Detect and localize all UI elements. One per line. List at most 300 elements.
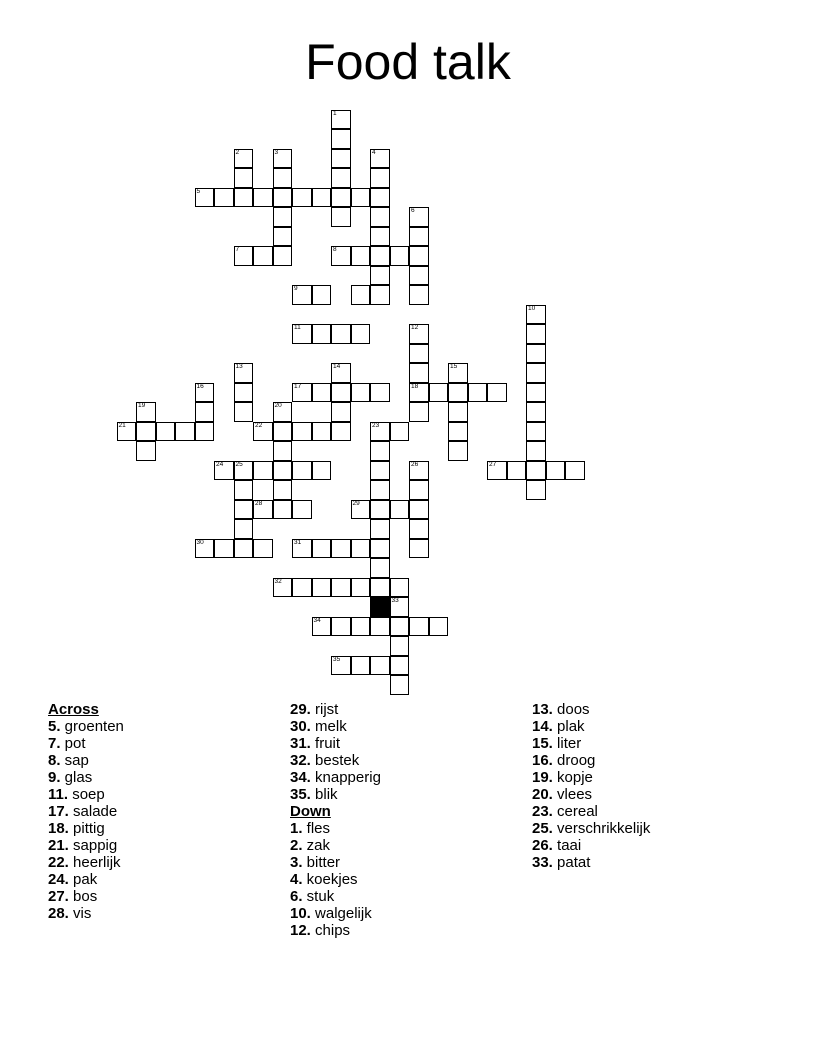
grid-cell[interactable] [136, 441, 156, 461]
clue-number: 2. [290, 837, 303, 854]
clue-column-2 [290, 701, 530, 939]
clue-word: glas [60, 769, 93, 786]
grid-cell[interactable] [273, 422, 293, 442]
grid-cell[interactable] [117, 422, 137, 442]
clue-number: 26. [532, 837, 553, 854]
clue-word: koekjes [302, 871, 358, 888]
clue-item [48, 786, 288, 803]
clue-number: 35. [290, 786, 311, 803]
grid-cell[interactable] [448, 422, 468, 442]
clue-item [290, 820, 530, 837]
cell-number: 16 [196, 382, 204, 390]
grid-cell[interactable] [312, 383, 332, 403]
clue-item [290, 854, 530, 871]
grid-cell[interactable] [234, 149, 254, 169]
grid-cell[interactable] [273, 188, 293, 208]
grid-cell[interactable] [136, 422, 156, 442]
cell-number: 7 [235, 246, 240, 253]
grid-cell[interactable] [409, 500, 429, 520]
grid-cell[interactable] [214, 188, 234, 208]
cell-number: 29 [352, 499, 360, 507]
clue-word: bitter [302, 854, 341, 871]
grid-cell[interactable] [234, 402, 254, 422]
grid-cell[interactable] [253, 422, 273, 442]
clue-number: 25. [532, 820, 553, 837]
grid-cell[interactable] [312, 188, 332, 208]
grid-cell[interactable] [409, 480, 429, 500]
grid-cell[interactable] [292, 383, 312, 403]
cell-number: 33 [391, 597, 399, 604]
clue-item [48, 718, 288, 735]
clue-word: droog [552, 752, 596, 769]
cell-number: 1 [333, 109, 337, 117]
grid-cell[interactable] [370, 383, 390, 403]
clue-word: doos [552, 701, 590, 718]
clue-word: blik [310, 786, 338, 803]
clue-number: 23. [532, 803, 553, 820]
grid-cell[interactable] [390, 636, 410, 656]
clue-word: walgelijk [310, 905, 372, 922]
grid-cell[interactable] [273, 246, 293, 266]
cell-number: 24 [216, 460, 224, 468]
grid-cell[interactable] [273, 149, 293, 169]
grid-cell[interactable] [390, 617, 410, 637]
grid-cell[interactable] [526, 441, 546, 461]
grid-cell[interactable] [370, 578, 390, 598]
grid-cell[interactable] [331, 246, 351, 266]
grid-cell[interactable] [195, 402, 215, 422]
cell-number: 26 [411, 460, 419, 468]
clue-word: patat [552, 854, 591, 871]
clue-word: liter [552, 735, 582, 752]
clue-item [48, 837, 288, 854]
cell-number: 18 [411, 382, 419, 390]
clue-number: 7. [48, 735, 61, 752]
grid-cell[interactable] [331, 617, 351, 637]
grid-cell[interactable] [351, 383, 371, 403]
cell-number: 13 [235, 363, 243, 370]
grid-cell[interactable] [409, 539, 429, 559]
cell-number: 5 [196, 187, 201, 195]
grid-cell[interactable] [526, 461, 546, 481]
grid-cell[interactable] [565, 461, 585, 481]
across-heading: Across [48, 701, 99, 718]
grid-cell[interactable] [526, 402, 546, 422]
grid-cell[interactable] [370, 227, 390, 247]
grid-cell[interactable] [526, 383, 546, 403]
clue-word: verschrikkelijk [552, 820, 651, 837]
clue-number: 22. [48, 854, 69, 871]
grid-cell[interactable] [331, 422, 351, 442]
grid-cell[interactable] [253, 461, 273, 481]
grid-cell[interactable] [331, 188, 351, 208]
clue-item [48, 854, 288, 871]
grid-cell[interactable] [195, 422, 215, 442]
grid-cell[interactable] [409, 617, 429, 637]
grid-cell[interactable] [429, 383, 449, 403]
clue-number: 1. [290, 820, 303, 837]
grid-cell[interactable] [234, 363, 254, 383]
grid-cell[interactable] [175, 422, 195, 442]
clue-number: 29. [290, 701, 311, 718]
clue-number: 10. [290, 905, 311, 922]
clue-item [48, 905, 288, 922]
cell-number: 14 [333, 363, 341, 370]
grid-cell[interactable] [390, 422, 410, 442]
grid-cell[interactable] [409, 363, 429, 383]
grid-cell[interactable] [312, 422, 332, 442]
cell-number: 27 [489, 460, 497, 468]
grid-cell[interactable] [331, 324, 351, 344]
puzzle-title: Food talk [305, 34, 511, 90]
grid-cell[interactable] [234, 168, 254, 188]
clue-number: 12. [290, 922, 311, 939]
grid-cell[interactable] [351, 500, 371, 520]
cell-number: 2 [235, 148, 240, 156]
grid-cell[interactable] [312, 285, 332, 305]
grid-cell[interactable] [351, 324, 371, 344]
clue-word: sappig [68, 837, 118, 854]
clue-item [48, 803, 288, 820]
cell-number: 20 [274, 402, 282, 409]
grid-cell[interactable] [390, 500, 410, 520]
grid-cell[interactable] [390, 675, 410, 695]
cell-number: 19 [138, 402, 146, 409]
clue-word: vis [68, 905, 92, 922]
clue-word: pot [60, 735, 86, 752]
clue-item [532, 803, 772, 820]
clue-number: 14. [532, 718, 553, 735]
grid-cell[interactable] [370, 149, 390, 169]
clue-number: 20. [532, 786, 553, 803]
grid-cell[interactable] [253, 500, 273, 520]
clue-number: 4. [290, 871, 303, 888]
clue-word: salade [68, 803, 118, 820]
clue-word: soep [68, 786, 105, 803]
grid-cell[interactable] [273, 500, 293, 520]
clue-item [48, 888, 288, 905]
grid-cell[interactable] [351, 539, 371, 559]
grid-cell[interactable] [292, 578, 312, 598]
clue-number: 16. [532, 752, 553, 769]
grid-cell[interactable] [370, 188, 390, 208]
clue-word: kopje [552, 769, 593, 786]
clue-item [290, 905, 530, 922]
grid-cell[interactable] [370, 207, 390, 227]
grid-cell[interactable] [253, 539, 273, 559]
clue-item [532, 820, 772, 837]
grid-cell[interactable] [370, 246, 390, 266]
clue-number: 17. [48, 803, 69, 820]
grid-cell[interactable] [312, 578, 332, 598]
grid-cell[interactable] [273, 578, 293, 598]
grid-cell[interactable] [312, 324, 332, 344]
cell-number: 10 [528, 304, 536, 312]
cell-number: 9 [294, 285, 298, 292]
grid-cell[interactable] [234, 246, 254, 266]
grid-cell[interactable] [292, 500, 312, 520]
grid-cell[interactable] [351, 617, 371, 637]
clue-item [290, 871, 530, 888]
clue-item [532, 718, 772, 735]
clue-word: pak [68, 871, 98, 888]
black-cell [370, 597, 390, 617]
clue-word: pittig [68, 820, 105, 837]
clue-item [290, 888, 530, 905]
clue-number: 21. [48, 837, 69, 854]
clue-word: fles [302, 820, 331, 837]
grid-cell[interactable] [351, 285, 371, 305]
grid-cell[interactable] [156, 422, 176, 442]
clue-item [48, 820, 288, 837]
clue-number: 19. [532, 769, 553, 786]
grid-cell[interactable] [526, 324, 546, 344]
grid-cell[interactable] [273, 402, 293, 422]
clue-item [48, 871, 288, 888]
cell-number: 25 [235, 460, 243, 468]
clue-word: melk [310, 718, 347, 735]
clue-item [290, 769, 530, 786]
grid-cell[interactable] [312, 539, 332, 559]
grid-cell[interactable] [526, 363, 546, 383]
grid-cell[interactable] [370, 558, 390, 578]
grid-cell[interactable] [331, 129, 351, 149]
clue-number: 24. [48, 871, 69, 888]
clue-item [48, 769, 288, 786]
grid-cell[interactable] [429, 617, 449, 637]
grid-cell[interactable] [526, 305, 546, 325]
grid-cell[interactable] [370, 168, 390, 188]
grid-cell[interactable] [312, 461, 332, 481]
grid-cell[interactable] [331, 383, 351, 403]
grid-cell[interactable] [409, 285, 429, 305]
grid-cell[interactable] [312, 617, 332, 637]
clue-number: 30. [290, 718, 311, 735]
cell-number: 15 [450, 363, 458, 370]
cell-number: 34 [313, 616, 321, 624]
grid-cell[interactable] [370, 266, 390, 286]
clue-number: 8. [48, 752, 61, 769]
clue-number: 5. [48, 718, 61, 735]
grid-cell[interactable] [390, 656, 410, 676]
clue-item [290, 837, 530, 854]
clue-word: cereal [552, 803, 598, 820]
grid-cell[interactable] [273, 168, 293, 188]
clue-item [532, 752, 772, 769]
grid-cell[interactable] [390, 578, 410, 598]
grid-cell[interactable] [292, 539, 312, 559]
grid-cell[interactable] [292, 324, 312, 344]
grid-cell[interactable] [370, 539, 390, 559]
grid-cell[interactable] [409, 402, 429, 422]
grid-cell[interactable] [331, 539, 351, 559]
grid-cell[interactable] [234, 519, 254, 539]
grid-cell[interactable] [234, 480, 254, 500]
clue-number: 3. [290, 854, 303, 871]
grid-cell[interactable] [331, 402, 351, 422]
grid-cell[interactable] [331, 578, 351, 598]
clue-item [532, 769, 772, 786]
grid-cell[interactable] [234, 461, 254, 481]
clue-item [532, 786, 772, 803]
grid-cell[interactable] [273, 441, 293, 461]
grid-cell[interactable] [390, 597, 410, 617]
clue-item [290, 752, 530, 769]
grid-cell[interactable] [214, 539, 234, 559]
grid-cell[interactable] [370, 422, 390, 442]
clue-word: taai [552, 837, 582, 854]
grid-cell[interactable] [234, 500, 254, 520]
grid-cell[interactable] [370, 519, 390, 539]
grid-cell[interactable] [487, 461, 507, 481]
clue-item [532, 701, 772, 718]
grid-cell[interactable] [351, 578, 371, 598]
grid-cell[interactable] [331, 168, 351, 188]
cell-number: 12 [411, 324, 419, 331]
clue-word: groenten [60, 718, 124, 735]
clue-word: stuk [302, 888, 335, 905]
grid-cell[interactable] [409, 461, 429, 481]
grid-cell[interactable] [526, 344, 546, 364]
clue-word: rijst [310, 701, 339, 718]
grid-cell[interactable] [370, 285, 390, 305]
clue-word: bos [68, 888, 98, 905]
grid-cell[interactable] [292, 422, 312, 442]
grid-cell[interactable] [448, 441, 468, 461]
clue-number: 34. [290, 769, 311, 786]
clue-number: 9. [48, 769, 61, 786]
cell-number: 11 [294, 324, 301, 331]
grid-cell[interactable] [214, 461, 234, 481]
grid-cell[interactable] [253, 188, 273, 208]
grid-cell[interactable] [409, 227, 429, 247]
clue-number: 28. [48, 905, 69, 922]
grid-cell[interactable] [370, 480, 390, 500]
grid-cell[interactable] [390, 246, 410, 266]
grid-cell[interactable] [273, 461, 293, 481]
grid-cell[interactable] [195, 539, 215, 559]
cell-number: 4 [372, 148, 376, 156]
clue-word: vlees [552, 786, 593, 803]
grid-cell[interactable] [546, 461, 566, 481]
grid-cell[interactable] [195, 188, 215, 208]
grid-cell[interactable] [292, 285, 312, 305]
grid-cell[interactable] [487, 383, 507, 403]
clue-word: plak [552, 718, 585, 735]
grid-cell[interactable] [409, 207, 429, 227]
grid-cell[interactable] [448, 402, 468, 422]
cell-number: 32 [274, 577, 282, 585]
clue-column-1 [48, 701, 288, 922]
clue-number: 11. [48, 786, 69, 803]
clue-item [290, 922, 530, 939]
grid-cell[interactable] [507, 461, 527, 481]
grid-cell[interactable] [292, 461, 312, 481]
clue-word: knapperig [310, 769, 381, 786]
grid-cell[interactable] [409, 324, 429, 344]
grid-cell[interactable] [331, 207, 351, 227]
cell-number: 17 [294, 382, 302, 390]
grid-cell[interactable] [292, 188, 312, 208]
grid-cell[interactable] [409, 266, 429, 286]
grid-cell[interactable] [370, 461, 390, 481]
clue-word: bestek [310, 752, 360, 769]
cell-number: 22 [255, 421, 263, 429]
grid-cell[interactable] [136, 402, 156, 422]
grid-cell[interactable] [273, 207, 293, 227]
grid-cell[interactable] [273, 480, 293, 500]
clue-item [532, 837, 772, 854]
grid-cell[interactable] [331, 363, 351, 383]
clue-word: chips [310, 922, 351, 939]
grid-cell[interactable] [351, 246, 371, 266]
grid-cell[interactable] [448, 363, 468, 383]
grid-cell[interactable] [331, 110, 351, 130]
grid-cell[interactable] [331, 656, 351, 676]
cell-number: 3 [274, 148, 279, 156]
grid-cell[interactable] [234, 383, 254, 403]
grid-cell[interactable] [409, 246, 429, 266]
clue-number: 32. [290, 752, 311, 769]
clue-word: zak [302, 837, 331, 854]
cell-number: 8 [333, 246, 337, 253]
grid-cell[interactable] [234, 188, 254, 208]
grid-cell[interactable] [409, 519, 429, 539]
clue-number: 31. [290, 735, 311, 752]
cell-number: 35 [333, 655, 341, 663]
grid-cell[interactable] [370, 617, 390, 637]
grid-cell[interactable] [370, 656, 390, 676]
clue-word: sap [60, 752, 89, 769]
clue-number: 15. [532, 735, 553, 752]
grid-cell[interactable] [370, 500, 390, 520]
grid-cell[interactable] [526, 480, 546, 500]
grid-cell[interactable] [331, 149, 351, 169]
clue-word: fruit [310, 735, 341, 752]
grid-cell[interactable] [409, 383, 429, 403]
clue-number: 27. [48, 888, 69, 905]
cell-number: 28 [255, 499, 263, 507]
grid-cell[interactable] [351, 188, 371, 208]
clue-item [290, 701, 530, 718]
grid-cell[interactable] [526, 422, 546, 442]
grid-cell[interactable] [409, 344, 429, 364]
cell-number: 23 [372, 421, 380, 429]
grid-cell[interactable] [448, 383, 468, 403]
grid-cell[interactable] [195, 383, 215, 403]
clue-item [290, 786, 530, 803]
grid-cell[interactable] [253, 246, 273, 266]
clue-number: 18. [48, 820, 69, 837]
grid-cell[interactable] [234, 539, 254, 559]
grid-cell[interactable] [351, 656, 371, 676]
cell-number: 30 [196, 538, 204, 546]
clue-number: 33. [532, 854, 553, 871]
grid-cell[interactable] [370, 441, 390, 461]
clue-item [48, 752, 288, 769]
clue-column-3 [532, 701, 772, 871]
clue-item [290, 718, 530, 735]
grid-cell[interactable] [468, 383, 488, 403]
down-heading: Down [290, 803, 331, 820]
cell-number: 6 [411, 207, 415, 214]
cell-number: 31 [294, 538, 302, 546]
grid-cell[interactable] [273, 227, 293, 247]
cell-number: 21 [118, 421, 126, 429]
clue-item [532, 854, 772, 871]
clue-word: heerlijk [68, 854, 121, 871]
clue-item [532, 735, 772, 752]
